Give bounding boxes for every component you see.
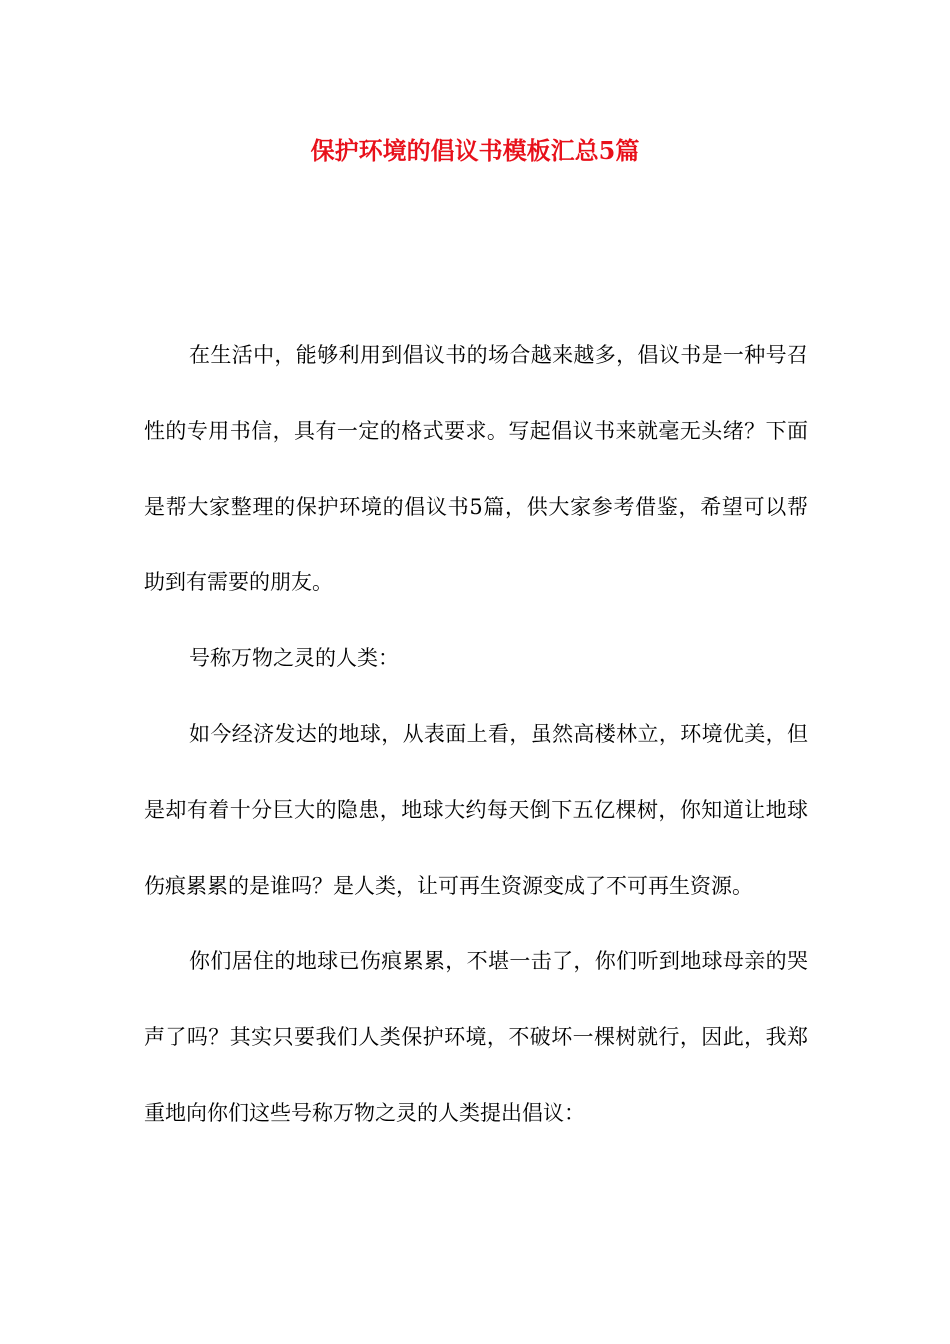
paragraph-salutation: 号称万物之灵的人类： xyxy=(189,646,399,671)
document-body xyxy=(144,318,808,1152)
paragraph-earth-hazard: 如今经济发达的地球，从表面上看，虽然高楼林立，环境优美，但是却有着十分巨大的隐患，地球大约每天倒下五亿棵树，你知道让地球伤痕累累的是谁吗？是人类，让可再生资源变成了不可再生资源。 xyxy=(144,721,808,898)
document-title: 保护环境的倡议书模板汇总5篇 xyxy=(310,136,640,165)
paragraph-intro: 在生活中，能够利用到倡议书的场合越来越多，倡议书是一种号召性的专用书信，具有一定的格式要求。写起倡议书来就毫无头绪？下面是帮大家整理的保护环境的倡议书5篇，供大家参考借鉴，希望可以帮助到有需要的朋友。 xyxy=(144,343,808,595)
paragraph-proposal: 你们居住的地球已伤痕累累，不堪一击了，你们听到地球母亲的哭声了吗？其实只要我们人类保护环境，不破坏一棵树就行，因此，我郑重地向你们这些号称万物之灵的人类提出倡议： xyxy=(144,949,808,1125)
